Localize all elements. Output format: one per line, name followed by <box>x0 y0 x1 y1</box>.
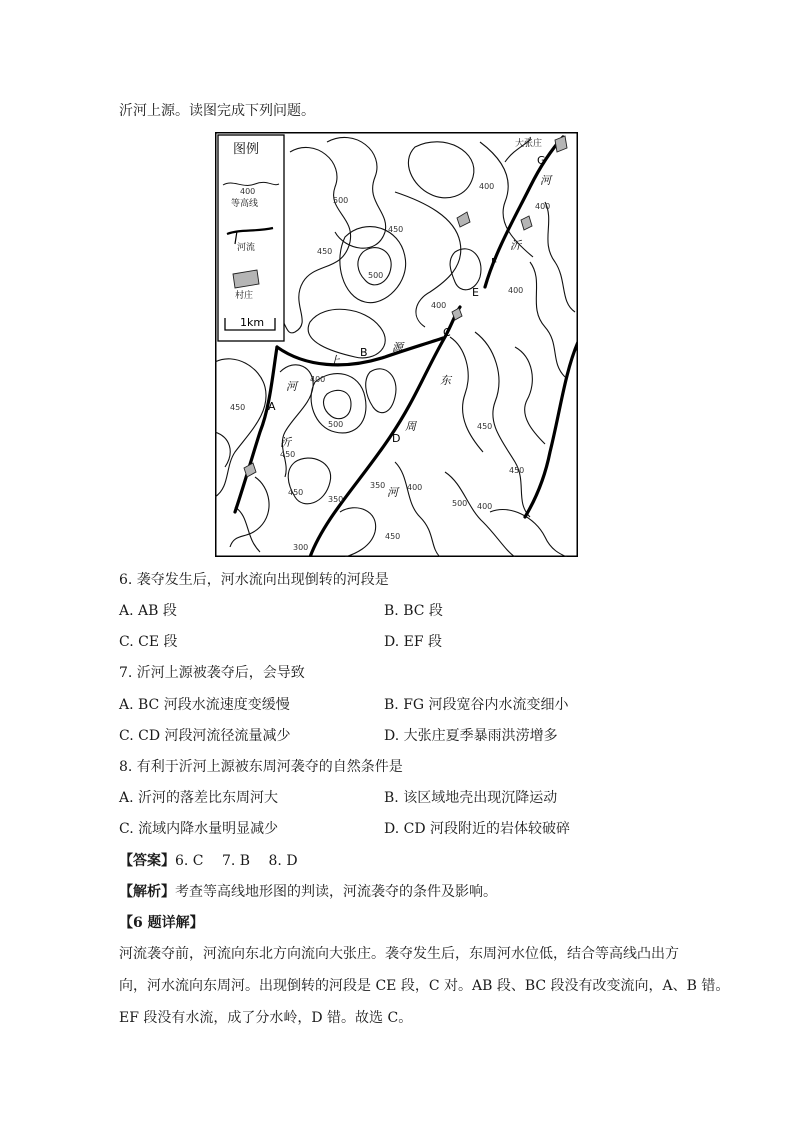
contour-label: 450 <box>477 422 493 431</box>
contour-label: 400 <box>431 301 447 310</box>
point-G: G <box>537 154 546 167</box>
q7-option-a: A. BC 河段水流速度变缓慢 <box>119 697 290 713</box>
answer-tag: 【答案】 <box>119 853 175 869</box>
q6-stem: 6. 袭夺发生后，河水流向出现倒转的河段是 <box>119 572 389 588</box>
legend-river-label: 河流 <box>237 243 256 253</box>
river-char: 周 <box>405 420 416 433</box>
contour-label: 350 <box>370 481 386 490</box>
contour-label: 500 <box>328 420 344 429</box>
river-char: 河 <box>286 380 297 393</box>
q8-option-b: B. 该区域地壳出现沉降运动 <box>384 790 558 806</box>
q7-option-d: D. 大张庄夏季暴雨洪涝增多 <box>384 728 558 744</box>
river-char: 上 <box>329 354 340 367</box>
contour-label: 400 <box>407 483 423 492</box>
analysis-tag: 【解析】 <box>119 884 175 900</box>
contour-label: 450 <box>280 450 296 459</box>
contour-label: 500 <box>333 196 349 205</box>
detail-line: 河流袭夺前，河流向东北方向流向大张庄。袭夺发生后，东周河水位低，结合等高线凸出方 <box>119 946 679 962</box>
q6-option-b: B. BC 段 <box>384 603 443 619</box>
q8-stem: 8. 有利于沂河上源被东周河袭夺的自然条件是 <box>119 759 403 775</box>
map-legend <box>218 135 284 341</box>
legend-village-label: 村庄 <box>235 291 254 301</box>
contour-label: 450 <box>385 532 401 541</box>
river-char: 东 <box>440 374 451 387</box>
legend-contour-label: 等高线 <box>231 199 259 209</box>
point-D: D <box>392 432 401 445</box>
contour-label: 400 <box>535 202 551 211</box>
q8-option-c: C. 流域内降水量明显减少 <box>119 821 279 837</box>
contour-label: 500 <box>368 271 384 280</box>
river-char: 河 <box>387 486 398 499</box>
contour-label: 400 <box>479 182 495 191</box>
q8-option-d: D. CD 河段附近的岩体较破碎 <box>384 821 571 837</box>
river-char: 源 <box>392 341 403 354</box>
contour-label: 450 <box>317 247 333 256</box>
river-char: 沂 <box>510 239 521 252</box>
q6-option-c: C. CE 段 <box>119 634 178 650</box>
detail-line: 向，河水流向东周河。出现倒转的河段是 CE 段，C 对。AB 段、BC 段没有改变流向，A、B 错。 <box>119 978 730 994</box>
legend-scale: 1km <box>240 316 265 329</box>
point-A: A <box>268 400 276 413</box>
village-dazhang-label: 大张庄 <box>515 139 543 149</box>
contour-label: 400 <box>310 375 326 384</box>
point-C: C <box>443 326 451 339</box>
detail-heading: 【6 题详解】 <box>119 915 204 931</box>
q7-option-b: B. FG 河段宽谷内水流变细小 <box>384 697 569 713</box>
analysis-text: 考查等高线地形图的判读，河流袭夺的条件及影响。 <box>175 884 497 900</box>
q8-option-a: A. 沂河的落差比东周河大 <box>119 790 279 806</box>
q7-option-c: C. CD 河段河流径流量减少 <box>119 728 291 744</box>
legend-contour-value: 400 <box>240 187 256 196</box>
contour-label: 400 <box>477 502 493 511</box>
q7-stem: 7. 沂河上源被袭夺后，会导致 <box>119 665 305 681</box>
point-E: E <box>472 286 479 299</box>
river-char: 沂 <box>280 436 291 449</box>
intro-text: 沂河上源。读图完成下列问题。 <box>119 103 315 119</box>
river-char: 河 <box>540 174 551 187</box>
q6-option-d: D. EF 段 <box>384 634 443 650</box>
answer-line <box>119 851 298 871</box>
contour-label: 350 <box>328 495 344 504</box>
answer-text: 6. C 7. B 8. D <box>175 853 298 869</box>
q6-option-a: A. AB 段 <box>119 603 177 619</box>
point-F: F <box>491 256 498 269</box>
contour-label: 300 <box>293 543 309 552</box>
contour-label: 450 <box>509 466 525 475</box>
legend-title: 图例 <box>233 142 260 157</box>
contour-map <box>215 132 578 557</box>
contour-label: 450 <box>230 403 246 412</box>
detail-line: EF 段没有水流，成了分水岭，D 错。故选 C。 <box>119 1010 413 1026</box>
contour-label: 500 <box>452 499 468 508</box>
analysis-line <box>119 882 497 902</box>
contour-label: 400 <box>508 286 524 295</box>
contour-label: 450 <box>388 225 404 234</box>
point-B: B <box>360 346 368 359</box>
contour-label: 450 <box>288 488 304 497</box>
contour-map-figure <box>215 132 578 557</box>
